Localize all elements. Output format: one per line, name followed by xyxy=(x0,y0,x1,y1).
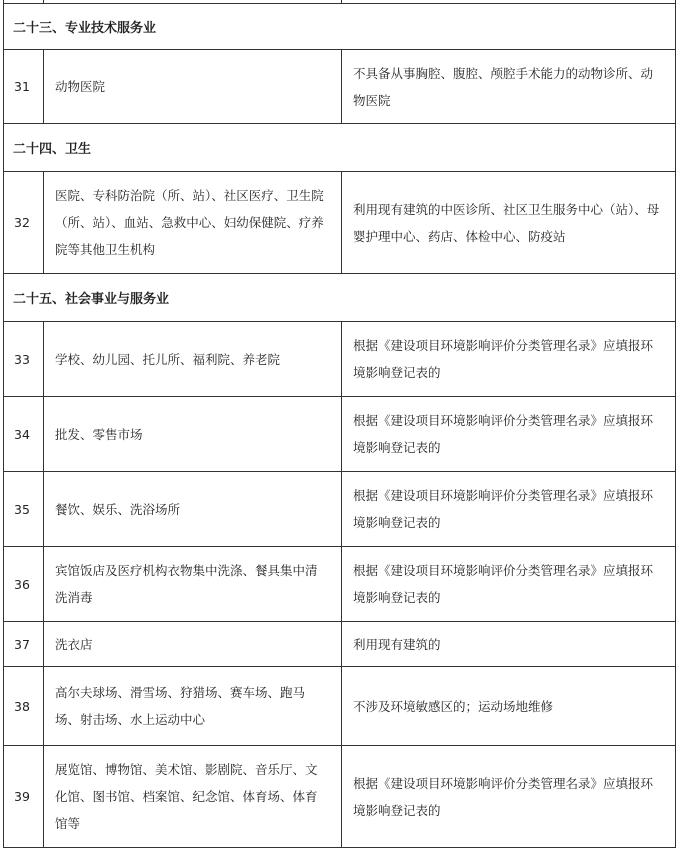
table-row xyxy=(3,397,676,472)
table-row xyxy=(3,622,676,667)
table-row xyxy=(3,667,676,746)
row-number: 31 xyxy=(4,50,44,123)
exemption-condition: 利用现有建筑的 xyxy=(353,636,441,652)
section-header-25 xyxy=(3,274,676,322)
table-row xyxy=(3,50,676,124)
industry-name: 批发、零售市场 xyxy=(44,397,342,471)
exemption-condition: 根据《建设项目环境影响评价分类管理名录》应填报环境影响登记表的 xyxy=(353,775,654,818)
industry-name: 动物医院 xyxy=(44,50,342,123)
row-number: 36 xyxy=(4,547,44,621)
row-number: 34 xyxy=(4,397,44,471)
exemption-condition: 根据《建设项目环境影响评价分类管理名录》应填报环境影响登记表的 xyxy=(353,488,654,530)
exemption-condition: 不具备从事胸腔、腹腔、颅腔手术能力的动物诊所、动物医院 xyxy=(353,65,654,108)
section-title: 二十五、社会事业与服务业 xyxy=(13,292,170,307)
industry-name: 医院、专科防治院（所、站）、社区医疗、卫生院（所、站）、血站、急救中心、妇幼保健院、疗养院等其他卫生机构 xyxy=(44,172,342,273)
row-number: 39 xyxy=(4,746,44,847)
section-header-24 xyxy=(3,124,676,172)
industry-name: 高尔夫球场、滑雪场、狩猎场、赛车场、跑马场、射击场、水上运动中心 xyxy=(44,667,342,745)
table-row xyxy=(3,322,676,397)
industry-name: 餐饮、娱乐、洗浴场所 xyxy=(44,472,342,546)
exemption-condition: 根据《建设项目环境影响评价分类管理名录》应填报环境影响登记表的 xyxy=(353,563,654,605)
table-row xyxy=(3,746,676,848)
section-title: 二十三、专业技术服务业 xyxy=(13,21,157,36)
exemption-condition: 不涉及环境敏感区的；运动场地维修 xyxy=(353,698,554,714)
section-header-23 xyxy=(3,3,676,50)
exemption-condition: 根据《建设项目环境影响评价分类管理名录》应填报环境影响登记表的 xyxy=(353,338,654,380)
industry-name: 洗衣店 xyxy=(44,622,342,666)
industry-name: 展览馆、博物馆、美术馆、影剧院、音乐厅、文化馆、图书馆、档案馆、纪念馆、体育场、体育馆等 xyxy=(44,746,342,847)
exemption-condition: 根据《建设项目环境影响评价分类管理名录》应填报环境影响登记表的 xyxy=(353,413,654,455)
row-number: 38 xyxy=(4,667,44,745)
industry-name: 学校、幼儿园、托儿所、福利院、养老院 xyxy=(44,322,342,396)
row-number: 33 xyxy=(4,322,44,396)
row-number: 35 xyxy=(4,472,44,546)
table-row xyxy=(3,172,676,274)
row-number: 37 xyxy=(4,622,44,666)
section-title: 二十四、卫生 xyxy=(13,142,92,157)
row-number: 32 xyxy=(4,172,44,273)
industry-name: 宾馆饭店及医疗机构衣物集中洗涤、餐具集中清洗消毒 xyxy=(44,547,342,621)
exemption-condition: 利用现有建筑的中医诊所、社区卫生服务中心（站）、母婴护理中心、药店、体检中心、防疫站 xyxy=(353,201,660,244)
table-row xyxy=(3,472,676,547)
table-row xyxy=(3,547,676,622)
